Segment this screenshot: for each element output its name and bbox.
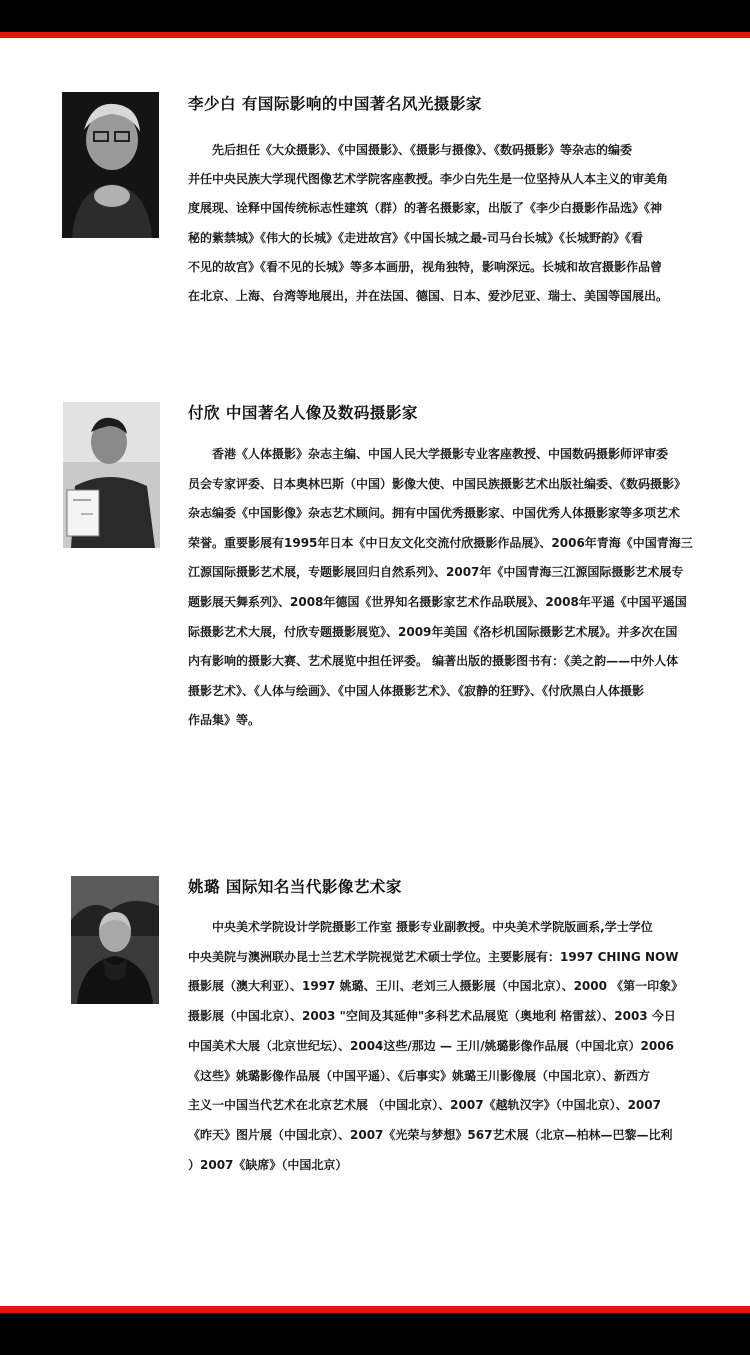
bio-line: 在北京、上海、台湾等地展出，并在法国、德国、日本、爱沙尼亚、瑞士、美国等国展出。 [188,289,669,304]
bio-line: 中央美院与澳洲联办昆士兰艺术学院视觉艺术硕士学位。主要影展有：1997 CHING NOW [188,949,679,964]
profile-biography [188,440,693,736]
top-black-band [0,0,750,32]
bio-line: 江源国际摄影艺术展，专题影展回归自然系列》、2007年《中国青海三江源国际摄影艺术展专 [188,565,684,580]
bio-line: ）2007《缺席》（中国北京） [188,1157,348,1172]
portrait-photo-yao-lu [71,876,159,1004]
profile-biography [188,136,668,311]
profile-name-heading: 姚璐 国际知名当代影像艺术家 [188,878,402,896]
bio-line: 秘的紫禁城》《伟大的长城》《走进故宫》《中国长城之最-司马台长城》《长城野韵》《看 [188,230,643,245]
bio-line: 不见的故宫》《看不见的长城》等多本画册，视角独特，影响深远。长城和故宫摄影作品曾 [188,259,663,274]
profile-biography [188,913,683,1180]
bio-line: 先后担任《大众摄影》、《中国摄影》、《摄影与摄像》、《数码摄影》等杂志的编委 [188,143,633,157]
bio-line: 度展现、诠释中国传统标志性建筑（群）的著名摄影家，出版了《李少白摄影作品选》《神 [188,201,663,216]
bio-line: 题影展天舞系列》、2008年德国《世界知名摄影家艺术作品联展》、2008年平遥《中国平遥国 [188,594,687,609]
bio-line: 摄影展（澳大利亚）、1997 姚璐、王川、老刘三人摄影展（中国北京）、2000 《第一印象》 [188,979,684,994]
bio-line: 《这些》姚璐影像作品展（中国平遥）、《后事实》姚璐王川影像展（中国北京）、新西方 [188,1068,651,1083]
bio-line: 内有影响的摄影大赛、艺术展览中担任评委。 编著出版的摄影图书有：《美之韵——中外人体 [188,654,679,669]
bio-line: 香港《人体摄影》杂志主编、中国人民大学摄影专业客座教授、中国数码摄影师评审委 [188,447,669,461]
top-red-stripe [0,32,750,38]
bio-line: 摄影艺术》、《人体与绘画》、《中国人体摄影艺术》、《寂静的狂野》、《付欣黑白人体摄影 [188,683,645,698]
bio-line: 荣誉。重要影展有1995年日本《中日友文化交流付欣摄影作品展》、2006年青海《中国青海三 [188,535,693,550]
bio-line: 并任中央民族大学现代图像艺术学院客座教授。李少白先生是一位坚持从人本主义的审美角 [188,172,669,187]
bio-line: 员会专家评委、日本奥林巴斯（中国）影像大使、中国民族摄影艺术出版社编委、《数码摄影》 [188,476,687,491]
bio-line: 主义一中国当代艺术在北京艺术展 （中国北京）、2007《越轨汉字》（中国北京）、2007 [188,1098,661,1113]
bio-line: 作品集》等。 [188,713,261,728]
portrait-photo-fu-xin [63,402,160,548]
profile-name-heading: 李少白 有国际影响的中国著名风光摄影家 [188,95,482,113]
bio-line: 中央美术学院设计学院摄影工作室 摄影专业副教授。中央美术学院版画系,学士学位 [188,920,653,934]
bio-line: 摄影展（中国北京）、2003 "空间及其延伸"多科艺术品展览（奥地利 格雷兹）、2003 今日 [188,1009,676,1024]
bio-line: 《昨天》图片展（中国北京）、2007《光荣与梦想》567艺术展（北京—柏林—巴黎—比利 [188,1127,673,1142]
bottom-black-band [0,1313,750,1355]
bio-line: 杂志编委《中国影像》杂志艺术顾问。拥有中国优秀摄影家、中国优秀人体摄影家等多项艺术 [188,506,681,521]
bio-line: 际摄影艺术大展，付欣专题摄影展览》、2009年美国《洛杉机国际摄影艺术展》。并多次在国 [188,624,678,639]
bio-line: 中国美术大展（北京世纪坛）、2004这些/那边 — 王川/姚璐影像作品展（中国北京）2006 [188,1038,674,1053]
portrait-photo-li-shaobai [62,92,159,238]
bottom-red-stripe [0,1306,750,1313]
profile-name-heading: 付欣 中国著名人像及数码摄影家 [188,404,418,422]
